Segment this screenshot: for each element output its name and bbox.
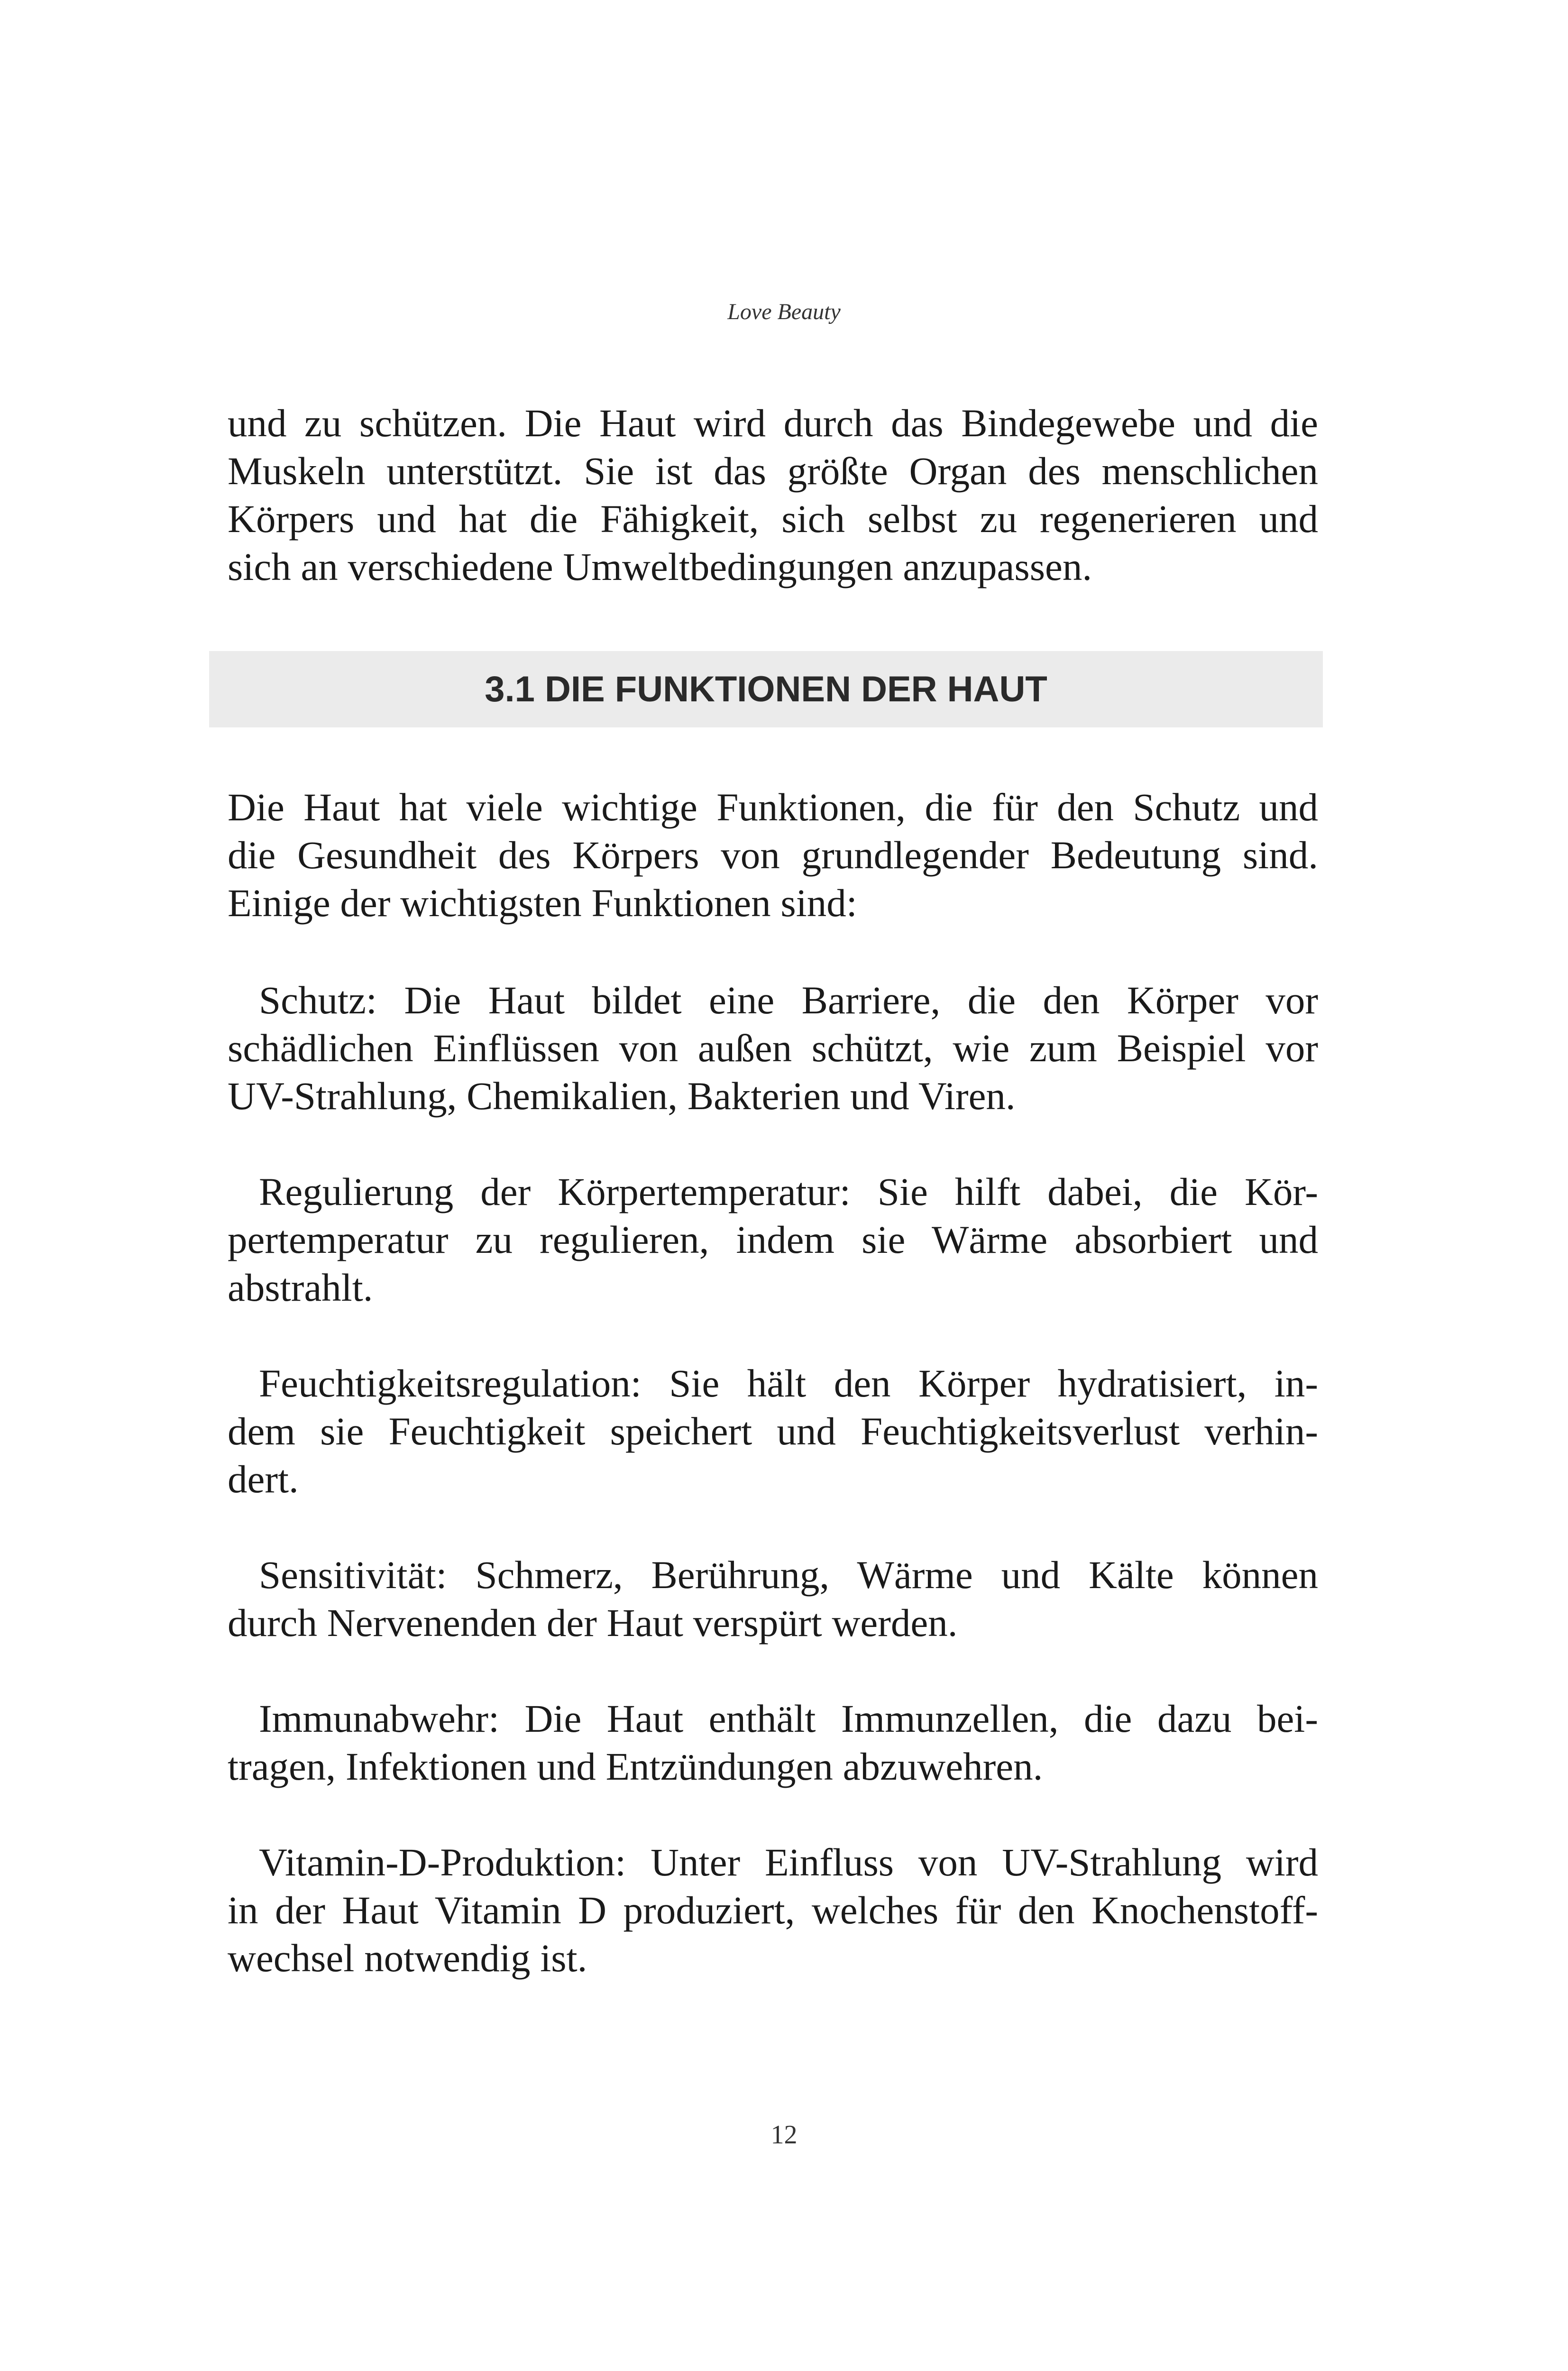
function-temperatur bbox=[228, 1168, 1318, 1312]
running-header: Love Beauty bbox=[727, 299, 841, 324]
paragraph-line: UV-Strahlung, Chemikalien, Bakterien und Viren. bbox=[228, 1074, 1016, 1118]
paragraph-line: die Gesundheit des Körpers von grundlegender Bedeutung sind. bbox=[228, 833, 1318, 877]
paragraph-line: Regulierung der Körpertemperatur: Sie hilft dabei, die Kör- bbox=[259, 1170, 1318, 1213]
paragraph-line: pertemperatur zu regulieren, indem sie Wärme absorbiert und bbox=[228, 1218, 1318, 1261]
intro-paragraph bbox=[228, 399, 1318, 591]
function-schutz bbox=[228, 976, 1318, 1120]
paragraph-line: tragen, Infektionen und Entzündungen abzuwehren. bbox=[228, 1745, 1043, 1788]
section-heading: 3.1 DIE FUNKTIONEN DER HAUT bbox=[485, 669, 1047, 709]
paragraph-line: durch Nervenenden der Haut verspürt werden. bbox=[228, 1601, 958, 1645]
paragraph-line: Muskeln unterstützt. Sie ist das größte Organ des menschlichen bbox=[228, 449, 1318, 493]
paragraph-line: wechsel notwendig ist. bbox=[228, 1936, 587, 1980]
paragraph-line: Körpers und hat die Fähigkeit, sich selbst zu regenerieren und bbox=[228, 497, 1318, 541]
paragraph-line: Einige der wichtigsten Funktionen sind: bbox=[228, 881, 857, 925]
function-feuchtigkeit bbox=[228, 1360, 1318, 1503]
paragraph-line: schädlichen Einflüssen von außen schützt, wie zum Beispiel vor bbox=[228, 1026, 1318, 1070]
function-sensitivitaet bbox=[228, 1551, 1318, 1647]
page-number: 12 bbox=[770, 2120, 798, 2150]
paragraph-line: in der Haut Vitamin D produziert, welches für den Knochenstoff- bbox=[228, 1888, 1318, 1932]
paragraph-line: sich an verschiedene Umweltbedingungen anzupassen. bbox=[228, 545, 1092, 588]
paragraph-line: Sensitivität: Schmerz, Berührung, Wärme und Kälte können bbox=[259, 1553, 1318, 1597]
paragraph-line: dem sie Feuchtigkeit speichert und Feuchtigkeitsverlust verhin- bbox=[228, 1409, 1318, 1453]
paragraph-line: abstrahlt. bbox=[228, 1266, 373, 1309]
paragraph-line: dert. bbox=[228, 1457, 299, 1501]
function-immunabwehr bbox=[228, 1695, 1318, 1791]
lead-paragraph bbox=[228, 783, 1318, 927]
function-vitamin-d bbox=[228, 1838, 1318, 1982]
paragraph-line: Schutz: Die Haut bildet eine Barriere, die den Körper vor bbox=[259, 978, 1318, 1022]
paragraph-line: und zu schützen. Die Haut wird durch das Bindegewebe und die bbox=[228, 401, 1318, 445]
paragraph-line: Feuchtigkeitsregulation: Sie hält den Körper hydratisiert, in- bbox=[259, 1361, 1318, 1405]
paragraph-line: Die Haut hat viele wichtige Funktionen, die für den Schutz und bbox=[228, 785, 1318, 829]
paragraph-line: Vitamin-D-Produktion: Unter Einfluss von UV-Strahlung wird bbox=[259, 1840, 1318, 1884]
paragraph-line: Immunabwehr: Die Haut enthält Immunzellen, die dazu bei- bbox=[259, 1697, 1318, 1740]
